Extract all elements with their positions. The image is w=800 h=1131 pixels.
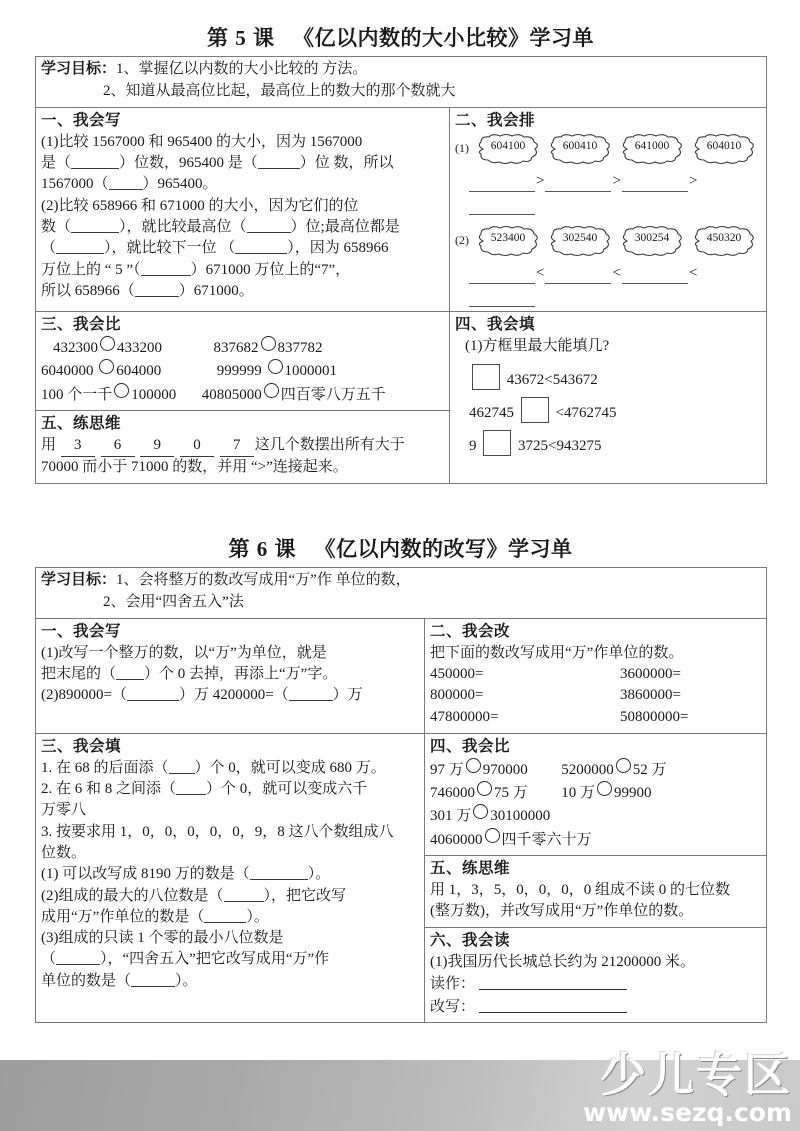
lesson6-sec5-cell xyxy=(425,856,767,928)
blank[interactable] xyxy=(204,907,246,923)
rewrite-left: 450000= xyxy=(430,666,484,683)
cloud-bubble xyxy=(617,133,687,165)
digit-slot[interactable]: 7 xyxy=(220,435,254,457)
q2b: ）个 0，就可以变成六千 xyxy=(206,781,368,798)
compare-circle[interactable] xyxy=(616,758,631,773)
watermark-brand: 少儿专区 xyxy=(600,1047,792,1102)
sec5-lead: 用 xyxy=(41,436,57,453)
fill-expression: 3725<943275 xyxy=(518,438,602,455)
order-blank[interactable] xyxy=(545,178,611,192)
compare-left: 5200000 xyxy=(561,761,614,778)
sec5-line-1 xyxy=(41,435,444,457)
read-label: 读作： xyxy=(430,976,476,993)
rewrite-row xyxy=(430,664,761,685)
objective-1-text: 1、会将整万的数改写成用“万”作 单位的数， xyxy=(116,572,411,589)
rewrite-blank[interactable] xyxy=(479,997,627,1013)
l6-sec5-line-1: 用 1，3，5，0，0，0，0 组成不读 0 的七位数 xyxy=(430,882,731,899)
cloud-value: 302540 xyxy=(562,231,598,244)
compare-left: 837682 xyxy=(213,339,259,356)
lesson6-sec3-head: 三、我会填 xyxy=(41,737,122,755)
answer-box[interactable] xyxy=(472,364,500,390)
sec1-l2b: ）位数，965400 是（ xyxy=(119,155,258,172)
lesson6-sec4-head: 四、我会比 xyxy=(430,737,511,755)
l6-sec3-s3: (3)组成的只读 1 个零的最小八位数是 xyxy=(41,930,284,947)
lesson6-sec6-head: 六、我会读 xyxy=(430,931,511,949)
s2c: 成用“万”作单位的数是（ xyxy=(41,908,205,925)
cloud-bubble xyxy=(473,225,543,257)
order-row-2-clouds xyxy=(455,225,761,257)
blank[interactable] xyxy=(135,281,179,297)
fill-prefix: 462745 xyxy=(469,405,514,422)
compare-left: 100 个一千 xyxy=(41,386,113,403)
compare-right: 837782 xyxy=(277,339,323,356)
s2a: (2)组成的最大的八位数是（ xyxy=(41,887,224,904)
lesson6-sec1-cell xyxy=(36,618,425,733)
compare-left: 40805000 xyxy=(201,386,262,403)
s1a: (1) 可以改写成 8190 万的数是（ xyxy=(41,866,250,883)
lesson5-sec3-cell xyxy=(36,311,450,410)
rewrite-right: 3860000= xyxy=(620,687,681,704)
watermark-url: www.sezq.com xyxy=(582,1098,792,1127)
l6-sec1-l2b: ）个 0 去掉，再添上“万”字。 xyxy=(144,666,338,683)
sec1-line-1: (1)比较 1567000 和 965400 的大小，因为 1567000 xyxy=(41,133,363,150)
l6-sec5-line-2: (整万数)，并改写成用“万”作单位的数。 xyxy=(430,903,694,920)
lesson5-title-prefix: 第 5 课 xyxy=(207,26,275,50)
blank[interactable] xyxy=(169,758,195,774)
blank[interactable] xyxy=(224,886,264,902)
compare-right: 100000 xyxy=(131,386,177,403)
order-row-1-clouds xyxy=(455,133,761,165)
sec1-line-7 xyxy=(41,260,444,281)
fill-expression: <4762745 xyxy=(555,405,617,422)
compare-left: 432300 xyxy=(53,339,98,356)
cloud-value: 641000 xyxy=(634,139,670,152)
cloud-value: 604010 xyxy=(706,139,742,152)
s1b: ）。 xyxy=(307,866,331,883)
rewrite-left: 800000= xyxy=(430,687,484,704)
compare-row xyxy=(41,383,444,406)
lesson5-objective-1 xyxy=(41,59,761,81)
lesson5-sec4-head: 四、我会填 xyxy=(455,315,536,333)
l6-sec1-l3c: ）万 xyxy=(332,687,363,704)
blank[interactable] xyxy=(289,685,333,701)
compare-left: 10 万 xyxy=(561,785,596,802)
blank[interactable] xyxy=(71,153,119,169)
compare-right: 433200 xyxy=(117,339,162,356)
lesson5-objectives-row xyxy=(36,57,767,108)
l6-sec3-s1 xyxy=(41,864,419,885)
lesson6-sec2-cell xyxy=(425,618,767,733)
l6-sec3-q3-cont: 位数。 xyxy=(41,845,87,861)
objectives-label: 学习目标： xyxy=(41,572,117,589)
sec1-l7a: 万位上的 “ 5 ”（ xyxy=(41,261,141,278)
order-blank[interactable] xyxy=(469,201,535,215)
rewrite-row-answer xyxy=(430,996,761,1019)
sec4-prompt: (1)方框里最大能填几? xyxy=(465,337,610,354)
objective-1-text: 1、掌握亿以内数的大小比较的 方法。 xyxy=(116,61,368,78)
read-aloud-row xyxy=(430,973,761,996)
rewrite-right: 50800000= xyxy=(620,708,689,725)
lesson5-row-3-4 xyxy=(36,311,767,410)
l6-sec1-l3a: (2)890000=（ xyxy=(41,687,127,704)
sec1-l6c: ），因为 658966 xyxy=(287,240,389,257)
rewrite-row xyxy=(430,707,761,728)
sec1-l6a: （ xyxy=(41,240,57,257)
l6-sec3-q1 xyxy=(41,758,419,779)
lesson6-sec3-cell xyxy=(36,733,425,1023)
blank[interactable] xyxy=(258,153,300,169)
lesson5-sec5-head: 五、练思维 xyxy=(41,414,122,432)
lesson5-sec3-head: 三、我会比 xyxy=(41,315,122,333)
lesson6-objective-1 xyxy=(41,570,761,592)
compare-circle[interactable] xyxy=(597,781,612,796)
sec1-l5c: ）位;最高位都是 xyxy=(290,218,400,235)
lesson5-worksheet xyxy=(35,22,766,484)
l6-compare-row xyxy=(430,828,761,851)
sec1-line-4: (2)比较 658966 和 671000 的大小，因为它们的位 xyxy=(41,197,359,214)
sec1-l2a: 是（ xyxy=(41,155,72,172)
order-blank[interactable] xyxy=(622,270,688,284)
answer-box[interactable] xyxy=(483,430,511,456)
blank[interactable] xyxy=(109,174,143,190)
answer-box[interactable] xyxy=(521,397,549,423)
objective-2-text: 2、会用“四舍五入”法 xyxy=(103,593,244,610)
compare-right: 四百零八万五千 xyxy=(280,386,386,403)
compare-right: 四千零六十万 xyxy=(501,831,592,848)
lesson6-title-main: 《亿以内数的改写》学习单 xyxy=(314,537,573,561)
lesson5-title-main: 《亿以内数的大小比较》学习单 xyxy=(293,26,594,50)
compare-circle[interactable] xyxy=(114,383,129,398)
sec1-line-5 xyxy=(41,217,444,238)
scan-bottom-band xyxy=(0,1060,800,1131)
objectives-label: 学习目标： xyxy=(41,61,117,78)
lesson6-worksheet xyxy=(35,533,766,1023)
blank[interactable] xyxy=(250,864,308,880)
lesson6-table xyxy=(35,567,767,1023)
compare-right: 52 万 xyxy=(632,761,667,778)
lesson5-sec4-cell xyxy=(450,311,767,483)
sec1-l6b: ），就比较下一位 （ xyxy=(104,240,236,257)
lesson6-sec4-cell xyxy=(425,733,767,855)
compare-circle[interactable] xyxy=(100,336,115,351)
lesson6-objectives-row xyxy=(36,568,767,619)
lesson6-objective-2 xyxy=(41,592,761,614)
order-row-1-answer xyxy=(455,173,761,192)
l6-sec3-s2 xyxy=(41,886,419,907)
blank[interactable] xyxy=(56,238,104,254)
order-sign: < xyxy=(612,264,621,281)
sec1-l8a: 所以 658966（ xyxy=(41,282,135,299)
sec1-l8b: ）671000。 xyxy=(178,282,254,299)
compare-right: 99900 xyxy=(614,785,652,802)
rewrite-right: 3600000= xyxy=(620,666,681,683)
cloud-bubble xyxy=(617,225,687,257)
compare-right: 30100000 xyxy=(490,808,551,825)
l6-sec3-s2-cont xyxy=(41,907,419,928)
sec1-l3a: 1567000（ xyxy=(41,176,109,193)
order-blank[interactable] xyxy=(469,178,535,192)
compare-left: 746000 xyxy=(430,785,475,802)
compare-right: 604000 xyxy=(116,363,162,380)
compare-circle[interactable] xyxy=(264,383,279,398)
objective-2-text: 2、知道从最高位比起，最高位上的数大的那个数就大 xyxy=(103,82,456,99)
s2b: ），把它改写 xyxy=(263,887,347,904)
lesson6-row-3-4 xyxy=(36,733,767,855)
lesson5-objectives-cell xyxy=(36,57,767,108)
cloud-value: 604100 xyxy=(490,139,526,152)
compare-left: 301 万 xyxy=(430,808,472,825)
sec1-l2c: ）位 数，所以 xyxy=(299,155,394,172)
lesson5-table xyxy=(35,56,767,483)
read-blank[interactable] xyxy=(479,974,627,990)
cloud-bubble xyxy=(689,225,759,257)
order-sign: > xyxy=(612,172,621,189)
lesson6-sec6-cell xyxy=(425,927,767,1022)
blank[interactable] xyxy=(56,949,100,965)
order-row-1-answer-cont xyxy=(455,201,761,215)
lesson5-sec5-cell xyxy=(36,410,450,483)
sec1-line-6 xyxy=(41,238,444,259)
lesson6-title-prefix: 第 6 课 xyxy=(228,537,297,561)
order-sign: > xyxy=(536,172,545,189)
order-sign: < xyxy=(688,264,698,281)
lesson5-objective-2 xyxy=(41,81,761,103)
blank[interactable] xyxy=(247,217,291,233)
lesson5-sec1-cell xyxy=(36,107,450,311)
compare-circle[interactable] xyxy=(261,336,276,351)
compare-right: 1000001 xyxy=(284,363,337,380)
cloud-value: 450320 xyxy=(706,231,742,244)
lesson5-row-1-2 xyxy=(36,107,767,311)
l6-sec3-q2 xyxy=(41,779,419,800)
rewrite-left: 47800000= xyxy=(430,708,499,725)
l6-sec3-q3: 3. 按要求用 1，0，0，0，0，0，9，8 这八个数组成八 xyxy=(41,823,394,840)
l6-sec3-s3-cont xyxy=(41,949,419,970)
cloud-value: 523400 xyxy=(490,231,526,244)
compare-right: 75 万 xyxy=(494,785,528,802)
l6-sec1-line-2 xyxy=(41,664,419,685)
compare-left: 6040000 xyxy=(41,363,98,380)
l6-sec1-l3b: ）万 4200000=（ xyxy=(178,687,289,704)
lesson5-sec2-cell xyxy=(450,107,767,311)
l6-sec1-line-3 xyxy=(41,685,419,706)
order-blank[interactable] xyxy=(469,293,535,307)
order-blank[interactable] xyxy=(622,178,688,192)
order-row-2-answer xyxy=(455,265,761,284)
order-row-2-label: (2) xyxy=(455,233,469,248)
blank[interactable] xyxy=(116,664,144,680)
digit-slot[interactable]: 6 xyxy=(101,435,135,457)
l6-sec3-s3-cont2 xyxy=(41,971,419,992)
q2a: 2. 在 6 和 8 之间添（ xyxy=(41,781,177,798)
q1b: ）个 0，就可以变成 680 万。 xyxy=(194,759,386,776)
cloud-bubble xyxy=(689,133,759,165)
digit-slot[interactable]: 9 xyxy=(140,435,174,457)
order-row-2-answer-cont xyxy=(455,293,761,307)
lesson6-row-1-2 xyxy=(36,618,767,733)
lesson6-sec5-head: 五、练思维 xyxy=(430,860,511,877)
cloud-value: 600410 xyxy=(562,139,598,152)
blank[interactable] xyxy=(71,217,119,233)
blank[interactable] xyxy=(141,260,191,276)
compare-circle[interactable] xyxy=(268,359,283,374)
sec1-line-8 xyxy=(41,281,444,302)
lesson5-sec2-head: 二、我会排 xyxy=(455,111,536,129)
compare-row xyxy=(41,336,444,359)
lesson5-sec1-head: 一、我会写 xyxy=(41,111,122,129)
s3d: 单位的数是（ xyxy=(41,972,132,989)
s3e: ）。 xyxy=(175,972,198,989)
compare-circle[interactable] xyxy=(473,804,488,819)
blank[interactable] xyxy=(127,685,179,701)
compare-circle[interactable] xyxy=(466,758,481,773)
l6-compare-row xyxy=(430,758,761,781)
compare-left: 97 万 xyxy=(430,761,464,778)
fill-box-row-2 xyxy=(455,397,761,423)
sec1-l5b: ），就比较最高位（ xyxy=(119,218,247,235)
lesson6-sec1-head: 一、我会写 xyxy=(41,622,122,640)
fill-expression: 43672<543672 xyxy=(506,372,598,389)
compare-row xyxy=(41,359,444,382)
l6-sec3-q2-cont: 万零八 xyxy=(41,802,87,819)
compare-circle[interactable] xyxy=(485,828,500,843)
rewrite-row xyxy=(430,685,761,706)
order-sign: < xyxy=(536,264,545,281)
sec5-tail-1: 这几个数摆出所有大于 xyxy=(254,436,405,453)
fill-box-row-1 xyxy=(455,364,761,390)
sec1-line-3 xyxy=(41,174,444,195)
rewrite-label: 改写： xyxy=(430,998,476,1015)
s3b: （ xyxy=(41,951,57,968)
blank[interactable] xyxy=(176,779,206,795)
sec1-l7b: ）671000 万位上的“7”， xyxy=(190,261,351,278)
q1a: 1. 在 68 的后面添（ xyxy=(41,759,169,776)
blank[interactable] xyxy=(131,971,175,987)
order-sign: > xyxy=(688,172,698,189)
order-row-1-label: (1) xyxy=(455,141,469,156)
l6-compare-row xyxy=(430,781,761,804)
lesson5-title xyxy=(35,22,766,56)
fill-box-row-3 xyxy=(455,430,761,456)
l6-sec1-line-1: (1)改写一个整万的数，以“万”为单位，就是 xyxy=(41,644,327,661)
cloud-value: 300254 xyxy=(634,231,670,244)
compare-left: 999999 xyxy=(216,363,266,380)
fill-prefix: 9 xyxy=(469,438,477,455)
s2d: ）。 xyxy=(246,908,269,925)
cloud-bubble xyxy=(473,133,543,165)
compare-circle[interactable] xyxy=(99,359,114,374)
blank[interactable] xyxy=(235,238,287,254)
cloud-bubble xyxy=(545,133,615,165)
l6-sec1-l2a: 把末尾的（ xyxy=(41,666,117,683)
l6-sec2-prompt: 把下面的数改写成用“万”作单位的数。 xyxy=(430,644,684,661)
s3c: ），“四舍五入”把它改写成用“万”作 xyxy=(100,951,330,968)
lesson6-title xyxy=(35,533,766,567)
compare-right: 970000 xyxy=(482,761,528,778)
compare-circle[interactable] xyxy=(477,781,492,796)
l6-sec6-line-1: (1)我国历代长城总长约为 21200000 米。 xyxy=(430,953,695,970)
sec5-line-2: 70000 而小于 71000 的数，并用 “>”连接起来。 xyxy=(41,459,348,476)
lesson6-objectives-cell xyxy=(36,568,767,619)
sec1-l5a: 数（ xyxy=(41,218,72,235)
order-blank[interactable] xyxy=(469,270,535,284)
sec1-line-2 xyxy=(41,153,444,174)
l6-compare-row xyxy=(430,804,761,827)
lesson6-sec2-head: 二、我会改 xyxy=(430,622,511,640)
sec1-l3b: ）965400。 xyxy=(142,176,218,193)
digit-slot[interactable]: 3 xyxy=(61,435,95,457)
order-blank[interactable] xyxy=(545,270,611,284)
cloud-bubble xyxy=(545,225,615,257)
digit-slot[interactable]: 0 xyxy=(180,435,214,457)
compare-left: 4060000 xyxy=(430,831,483,848)
